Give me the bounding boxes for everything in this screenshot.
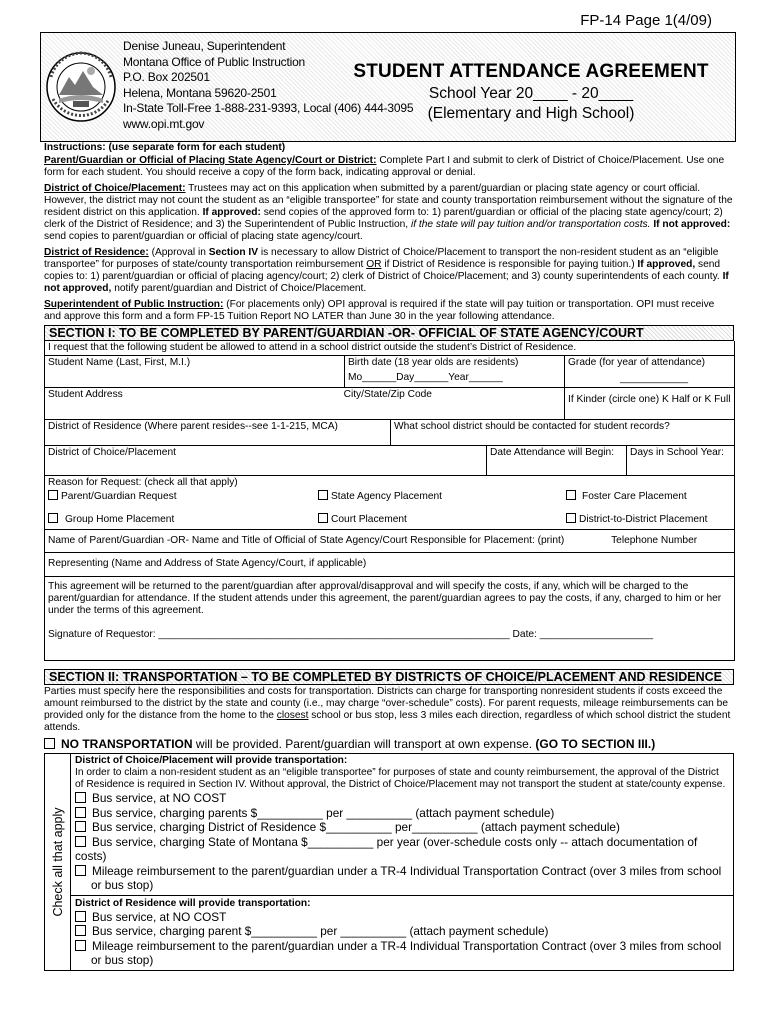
option-label: Bus service, at NO COST (92, 909, 227, 924)
instruction-text: Complete Part I and submit to clerk of District of Choice/Placement. Use one form for each student. You should receive a copy of the form back, indicating approval or denial. (44, 155, 725, 178)
agency-line: P.O. Box 202501 (123, 70, 210, 84)
field-label: District of Choice/Placement (48, 447, 176, 458)
checkbox[interactable] (44, 738, 55, 749)
date-attendance-field[interactable] (487, 446, 627, 476)
checkbox[interactable] (75, 925, 86, 936)
instruction-text: send copies to: 1) parent/guardian or official of placing agency/court; 2) clerk of District of Choice/Placement; and 3) county superintendents of each county. (44, 259, 723, 282)
checkbox[interactable] (48, 513, 58, 523)
instruction-label: Parent/Guardian or Official of Placing State Agency/Court or District: (44, 155, 377, 166)
form-header (40, 32, 736, 142)
days-in-school-field[interactable] (627, 446, 735, 476)
field-label: Name of Parent/Guardian -OR- Name and Title of Official of State Agency/Court Responsible for Placement: (print) (48, 535, 565, 546)
representing-field[interactable] (45, 553, 735, 577)
option-label: Bus service, at NO COST (92, 791, 227, 805)
checkbox[interactable] (75, 792, 86, 803)
kinder-field[interactable] (565, 388, 735, 420)
reason-option[interactable] (318, 490, 566, 503)
instruction-text: send copies to parent/guardian or official of placing state agency/court. (44, 231, 363, 242)
checkbox[interactable] (318, 490, 328, 500)
instruction-parent (44, 155, 734, 179)
option-label: Mileage reimbursement to the parent/guardian under a TR-4 Individual Transportation Contract (over 3 miles from school or bus stop) (91, 938, 722, 967)
instruction-emphasis: If approved, (637, 259, 696, 270)
transport-option[interactable] (75, 820, 729, 835)
checkbox[interactable] (566, 490, 576, 500)
instructions-heading: Instructions: (use separate form for each student) (44, 142, 286, 153)
district-residence-field[interactable] (45, 420, 391, 446)
field-label: Birth date (18 year olds are residents) (348, 357, 519, 368)
agreement-block (45, 577, 735, 661)
agency-line: Helena, Montana 59620-2501 (123, 85, 277, 100)
option-emphasis: NO TRANSPORTATION (61, 737, 193, 751)
field-label: Representing (Name and Address of State Agency/Court, if applicable) (48, 558, 367, 569)
official-name-field[interactable] (45, 530, 735, 553)
option-label: Bus service, charging State of Montana $__________ per year (over-schedule costs only -- attach documentation of costs) (75, 834, 698, 863)
transportation-options-box (44, 753, 734, 971)
side-label (45, 754, 71, 970)
checkbox-label: District-to-District Placement (579, 514, 708, 525)
checkbox[interactable] (75, 865, 86, 876)
divider (71, 895, 733, 896)
field-label: If Kinder (circle one) K Half or K Full (568, 394, 731, 405)
transport-option[interactable] (75, 791, 729, 806)
student-name-field[interactable] (45, 356, 345, 388)
checkbox-label: State Agency Placement (331, 491, 442, 502)
grade-field[interactable] (565, 356, 735, 388)
option-label: Mileage reimbursement to the parent/guardian under a TR-4 Individual Transportation Contract (over 3 miles from school or bus stop) (91, 863, 722, 892)
field-label: Days in School Year: (630, 447, 725, 458)
option-text: will be provided. Parent/guardian will transport at own expense. (192, 737, 536, 751)
reason-option[interactable] (318, 513, 566, 526)
section-emphasis: closest (276, 710, 309, 721)
agreement-text: This agreement will be returned to the parent/guardian after approval/disapproval and will specify the costs, if any, which will be charged to the parent/guardian for attendance. If the student attends under this agreement, the parent/guardian agrees to pay the costs, if any, charged to him or her under the terms of this agreement. (48, 581, 722, 616)
section-1-table (44, 341, 735, 661)
checkbox[interactable] (75, 807, 86, 818)
transport-option[interactable] (75, 864, 729, 893)
birth-date-input[interactable]: Mo______Day______Year______ (348, 372, 503, 383)
agency-line: Denise Juneau, Superintendent (123, 39, 286, 53)
checkbox-label: Court Placement (331, 514, 407, 525)
checkbox-label: Foster Care Placement (582, 491, 687, 502)
reason-for-request (45, 476, 735, 530)
section-text: school or bus stop, less 3 miles each direction, regardless of which school district the student attends. (44, 710, 731, 733)
instruction-text: (Approval in (148, 247, 209, 258)
agency-line: Montana Office of Public Instruction (123, 54, 306, 69)
birth-date-field[interactable] (345, 356, 565, 388)
section-2-intro (44, 686, 734, 734)
option-emphasis: (GO TO SECTION III.) (535, 737, 656, 751)
instruction-emphasis: OR (366, 259, 382, 270)
field-label: Telephone Number (611, 535, 698, 546)
instruction-text: notify parent/guardian and District of Choice/Placement. (111, 283, 367, 294)
option-label: Bus service, charging parent $__________ per __________ (attach payment schedule) (92, 924, 549, 938)
transport-option[interactable] (75, 806, 729, 821)
instruction-emphasis: Section IV (208, 247, 259, 258)
instruction-district-residence (44, 247, 734, 295)
instruction-text: send copies of the approved form to: 1) parent/guardian or official of the placing state agency/court; 2) clerk of the District of Residence; and 3) the Superintendent of Public Instruction, (44, 207, 723, 230)
checkbox-label: Parent/Guardian Request (61, 491, 177, 502)
group-heading: District of Residence will provide transportation: (75, 897, 311, 909)
instruction-district-choice (44, 183, 734, 243)
transport-option[interactable] (75, 835, 729, 864)
option-label: Bus service, charging parents $__________ per __________ (attach payment schedule) (92, 805, 555, 820)
checkbox[interactable] (75, 836, 86, 847)
checkbox[interactable] (48, 490, 58, 500)
form-title-block (341, 61, 721, 123)
instruction-label: District of Residence: (44, 247, 149, 258)
instruction-text: (For placements only) OPI approval is required if the state will pay tuition or transportation. OPI must receive and approve this form and a form FP-15 Tuition Report NO LATER than June 30 in the year following attendance. (44, 299, 715, 322)
instruction-superintendent (44, 299, 734, 323)
field-label: What school district should be contacted for student records? (394, 421, 670, 432)
group-note: In order to claim a non-resident student as an “eligible transportee” for purposes of state and county reimbursement, the approval of the District of Residence is required in Section IV. Without approval, the District of Choice/Placement may not transport the student at state/county expense. (75, 767, 726, 790)
page-identifier: FP-14 Page 1(4/09) (580, 12, 712, 29)
field-label: District of Residence (Where parent resides--see 1-1-215, MCA) (48, 421, 338, 432)
side-label-text: Check all that apply (50, 807, 65, 917)
checkbox-label: Group Home Placement (65, 514, 175, 525)
transportation-options (71, 754, 733, 970)
field-label: Grade (for year of attendance) (568, 357, 706, 368)
section-text: Parties must specify here the responsibilities and costs for transportation. Districts can charge for transporting nonresident students if costs exceed the amount reimbursed to the district by the state and county (i.e., may charge “over-schedule” costs). For parent requests, mileage reimbursements can be provided only for the distance from the home to the (44, 686, 729, 721)
field-label: Reason for Request: (check all that apply) (48, 477, 238, 488)
reason-option[interactable] (48, 513, 318, 526)
checkbox[interactable] (75, 911, 86, 922)
montana-state-seal-icon (45, 37, 117, 137)
reason-option[interactable] (566, 513, 708, 526)
checkbox[interactable] (75, 821, 86, 832)
instruction-emphasis: if the state will pay tuition and/or transportation costs. (410, 219, 651, 230)
field-label: Date Attendance will Begin: (490, 447, 615, 458)
agency-line: In-State Toll-Free 1-888-231-9393, Local (406) 444-3095 (123, 101, 414, 115)
instruction-text: is necessary to allow District of Choice/Placement to transport the non-resident student as an “eligible transportee” for purposes of state/county transportation reimbursement (44, 247, 719, 270)
instruction-emphasis: If not approved, (44, 271, 729, 294)
agency-website-link[interactable]: www.opi.mt.gov (123, 116, 205, 131)
reason-option[interactable] (566, 490, 687, 503)
instruction-label: Superintendent of Public Instruction: (44, 299, 224, 310)
form-subtitle: (Elementary and High School) (427, 105, 635, 122)
instruction-text: if District of Residence is responsible for paying tuition.) (381, 259, 638, 270)
instruction-label: District of Choice/Placement: (44, 183, 186, 194)
section-2-heading: SECTION II: TRANSPORTATION – TO BE COMPLETED BY DISTRICTS OF CHOICE/PLACEMENT AND RESIDENCE (44, 669, 734, 685)
instruction-emphasis: If approved: (202, 207, 261, 218)
district-choice-field[interactable] (45, 446, 487, 476)
checkbox[interactable] (75, 940, 86, 951)
section-1-heading: SECTION I: TO BE COMPLETED BY PARENT/GUARDIAN -OR- OFFICIAL OF STATE AGENCY/COURT (44, 325, 734, 341)
signature-line[interactable]: Signature of Requestor: ______________________________________________________________ Date: ____________________ (48, 629, 654, 640)
transport-option[interactable] (75, 939, 729, 968)
instruction-text: Trustees may act on this application when submitted by a parent/guardian or placing state agency or court official. However, the district may not count the student as an “eligible transportee” for state and county transportation reimbursement without the signature of the resident district on this application. (44, 183, 733, 218)
form-title: STUDENT ATTENDANCE AGREEMENT (353, 61, 709, 82)
field-label: Student Name (Last, First, M.I.) (48, 357, 191, 368)
instruction-emphasis: If not approved: (650, 219, 731, 230)
transport-option[interactable] (75, 910, 729, 925)
checkbox[interactable] (566, 513, 576, 523)
grade-input[interactable]: ____________ (620, 373, 688, 384)
school-year-field[interactable]: School Year 20____ - 20____ (428, 85, 634, 102)
option-label: Bus service, charging District of Residence $__________ per__________ (attach payment schedule) (92, 820, 620, 834)
group-heading: District of Choice/Placement will provide transportation: (75, 755, 348, 766)
form-body (44, 142, 734, 971)
transport-option[interactable] (75, 924, 729, 939)
checkbox[interactable] (318, 513, 328, 523)
field-label: City/State/Zip Code (343, 389, 432, 400)
student-address-field[interactable] (45, 388, 565, 420)
no-transportation-option[interactable] (44, 738, 734, 750)
field-label: Student Address (48, 389, 123, 400)
reason-option[interactable] (48, 490, 318, 503)
records-district-field[interactable] (391, 420, 735, 446)
request-statement: I request that the following student be allowed to attend in a school district outside the student’s District of Residence. (45, 341, 735, 356)
